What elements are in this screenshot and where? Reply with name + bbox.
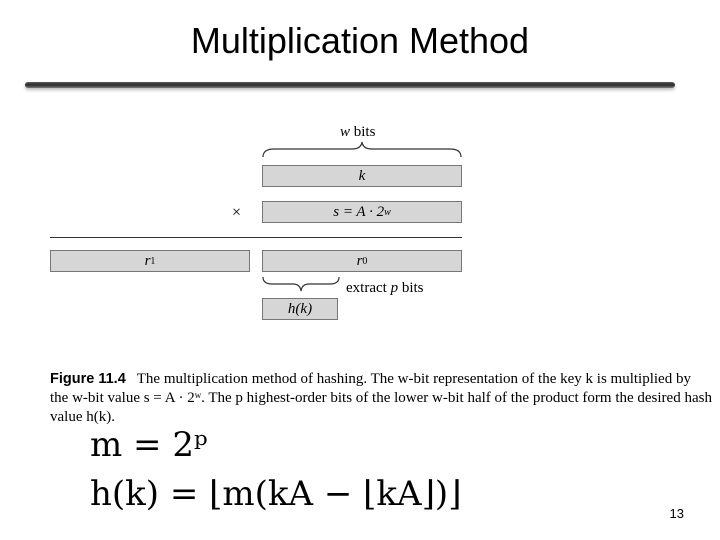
- figure-caption: [50, 370, 712, 427]
- equation-m: m = 2ᵖ: [90, 425, 208, 465]
- extract-p-bits-label: extract p bits: [346, 280, 424, 296]
- r0-box: r 0: [262, 250, 462, 272]
- figure-number: Figure 11.4: [50, 371, 126, 387]
- multiply-sign: ×: [232, 204, 242, 221]
- hash-hk-box: h(k): [262, 298, 338, 320]
- extract-brace-icon: [262, 275, 340, 293]
- product-rule: [50, 237, 462, 238]
- equation-hk: h(k) = ⌊m(kA − ⌊kA⌋)⌋: [90, 474, 462, 514]
- title-divider: [25, 82, 675, 88]
- slide-title: Multiplication Method: [190, 20, 530, 61]
- key-k-box: k: [262, 165, 462, 187]
- top-brace-icon: [262, 141, 462, 159]
- caption-text: The multiplication method of hashing. The w-bit representation of the key k is multiplied by the w-bit value s = A · 2ʷ. The p highest-order bits of the lower w-bit half of the product form the desired hash value h(k).: [50, 371, 712, 425]
- r1-box: r 1: [50, 250, 250, 272]
- page-number: 13: [669, 506, 684, 521]
- w-bits-label: w bits: [340, 124, 376, 140]
- value-s-box: s = A · 2 w: [262, 201, 462, 223]
